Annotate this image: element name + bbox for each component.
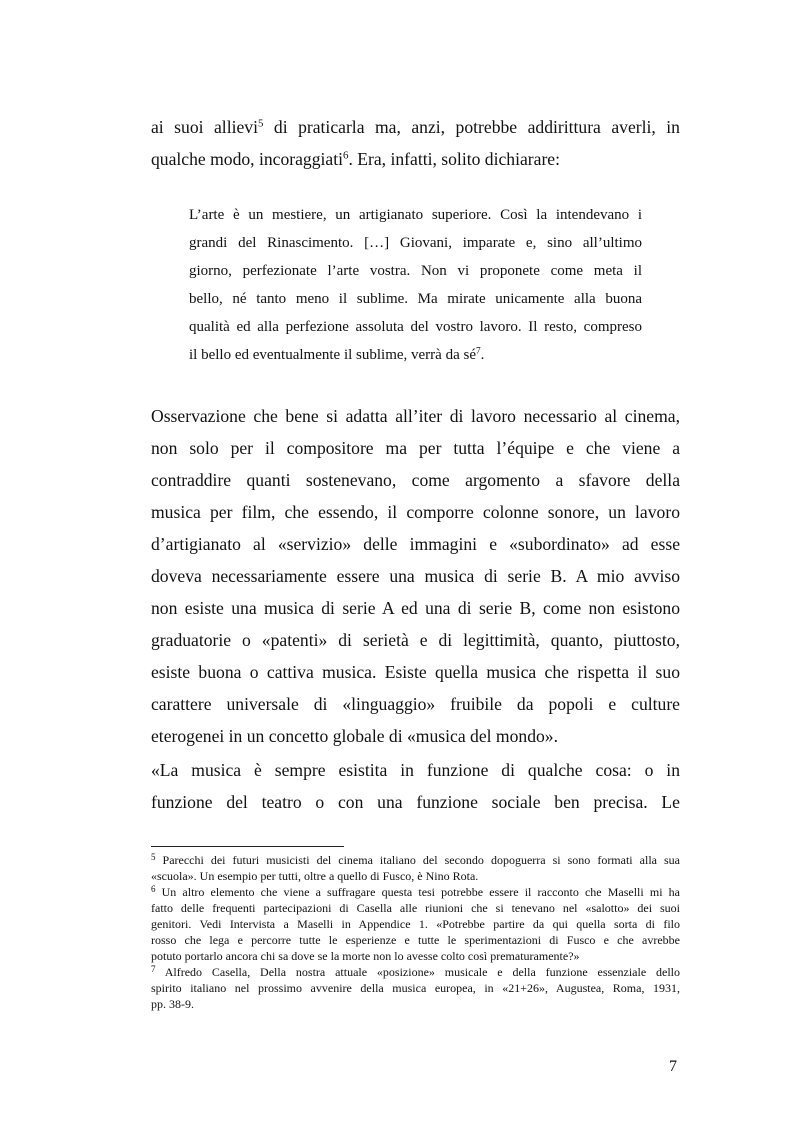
footnote-text: Parecchi dei futuri musicisti del cinema italiano del secondo dopoguerra si sono formati alla sua <box>155 853 680 867</box>
footnote-line: potuto portarlo ancora chi sa dove se la morte non lo avesse colto così prematuramente?» <box>151 949 580 963</box>
footnote-6 <box>151 885 680 900</box>
quote-line: qualità ed alla perfezione assoluta del vostro lavoro. Il resto, compreso <box>189 319 642 335</box>
intro-text: di praticarla ma, anzi, potrebbe addirittura averli, in <box>263 117 680 137</box>
quote-last-line <box>189 346 642 365</box>
footnote-number: 6 <box>151 883 156 894</box>
footnote-separator <box>151 846 344 847</box>
quote-line: giorno, perfezionate l’arte vostra. Non vi proponete come meta il <box>189 263 642 279</box>
footnote-line: spirito italiano nel prossimo avvenire della musica europea, in «21+26», Augustea, Roma, 1931, <box>151 981 680 995</box>
footnote-5 <box>151 853 680 868</box>
body-line: «La musica è sempre esistita in funzione di qualche cosa: o in <box>151 760 680 780</box>
intro-line-1 <box>151 116 680 138</box>
footnote-line: rosso che lega e percorre tutte le esperienze e tutte le sperimentazioni di Fusco e che avrebbe <box>151 933 680 947</box>
footnote-line: pp. 38-9. <box>151 997 194 1011</box>
footnote-7 <box>151 965 680 980</box>
footnote-text: Un altro elemento che viene a suffragare questa tesi potrebbe essere il racconto che Maselli mi ha <box>155 885 680 899</box>
footnote-line: fatto delle frequenti partecipazioni di Casella alle riunioni che si tenevano nel «salotto» dei suoi <box>151 901 680 915</box>
footnote-ref-7[interactable]: 7 <box>476 346 481 357</box>
quote-text: il bello ed eventualmente il sublime, verrà da sé <box>189 347 476 363</box>
body-line: musica per film, che essendo, il comporre colonne sonore, un lavoro <box>151 502 680 522</box>
body-line: Osservazione che bene si adatta all’iter di lavoro necessario al cinema, <box>151 406 680 426</box>
body-line: funzione del teatro o con una funzione sociale ben precisa. Le <box>151 792 680 812</box>
footnote-line: genitori. Vedi Intervista a Maselli in Appendice 1. «Potrebbe partire da qui quella sorta di filo <box>151 917 680 931</box>
intro-text: . Era, infatti, solito dichiarare: <box>348 149 561 169</box>
body-line: d’artigianato al «servizio» delle immagini e «subordinato» ad esse <box>151 534 680 554</box>
quote-line: grandi del Rinascimento. […] Giovani, imparate e, sino all’ultimo <box>189 235 642 251</box>
footnote-line: «scuola». Un esempio per tutti, oltre a quello di Fusco, è Nino Rota. <box>151 869 479 883</box>
body-line: doveva necessariamente essere una musica di serie B. A mio avviso <box>151 566 680 586</box>
footnote-ref-5[interactable]: 5 <box>257 117 264 130</box>
intro-line-2 <box>151 148 680 170</box>
body-line: contraddire quanti sostenevano, come argomento a sfavore della <box>151 470 680 490</box>
intro-text: qualche modo, incoraggiati <box>151 149 344 169</box>
quote-text: . <box>480 347 485 363</box>
quote-line: bello, né tanto meno il sublime. Ma mirate unicamente alla buona <box>189 291 642 307</box>
body-line: non solo per il compositore ma per tutta l’équipe e che viene a <box>151 438 680 458</box>
footnote-ref-6[interactable]: 6 <box>343 149 349 162</box>
footnote-number: 5 <box>151 851 156 862</box>
footnote-number: 7 <box>151 963 156 974</box>
page-number: 7 <box>669 1058 677 1075</box>
body-line: carattere universale di «linguaggio» fruibile da popoli e culture <box>151 694 680 714</box>
body-line: esiste buona o cattiva musica. Esiste quella musica che rispetta il suo <box>151 662 680 682</box>
quote-line: L’arte è un mestiere, un artigianato superiore. Così la intendevano i <box>189 207 642 223</box>
body-line: non esiste una musica di serie A ed una di serie B, come non esistono <box>151 598 680 618</box>
intro-text: ai suoi allievi <box>151 117 258 137</box>
body-line: graduatorie o «patenti» di serietà e di legittimità, quanto, piuttosto, <box>151 630 680 650</box>
footnote-text: Alfredo Casella, Della nostra attuale «posizione» musicale e della funzione essenziale dello <box>155 965 680 979</box>
body-line: eterogenei in un concetto globale di «musica del mondo». <box>151 726 558 746</box>
